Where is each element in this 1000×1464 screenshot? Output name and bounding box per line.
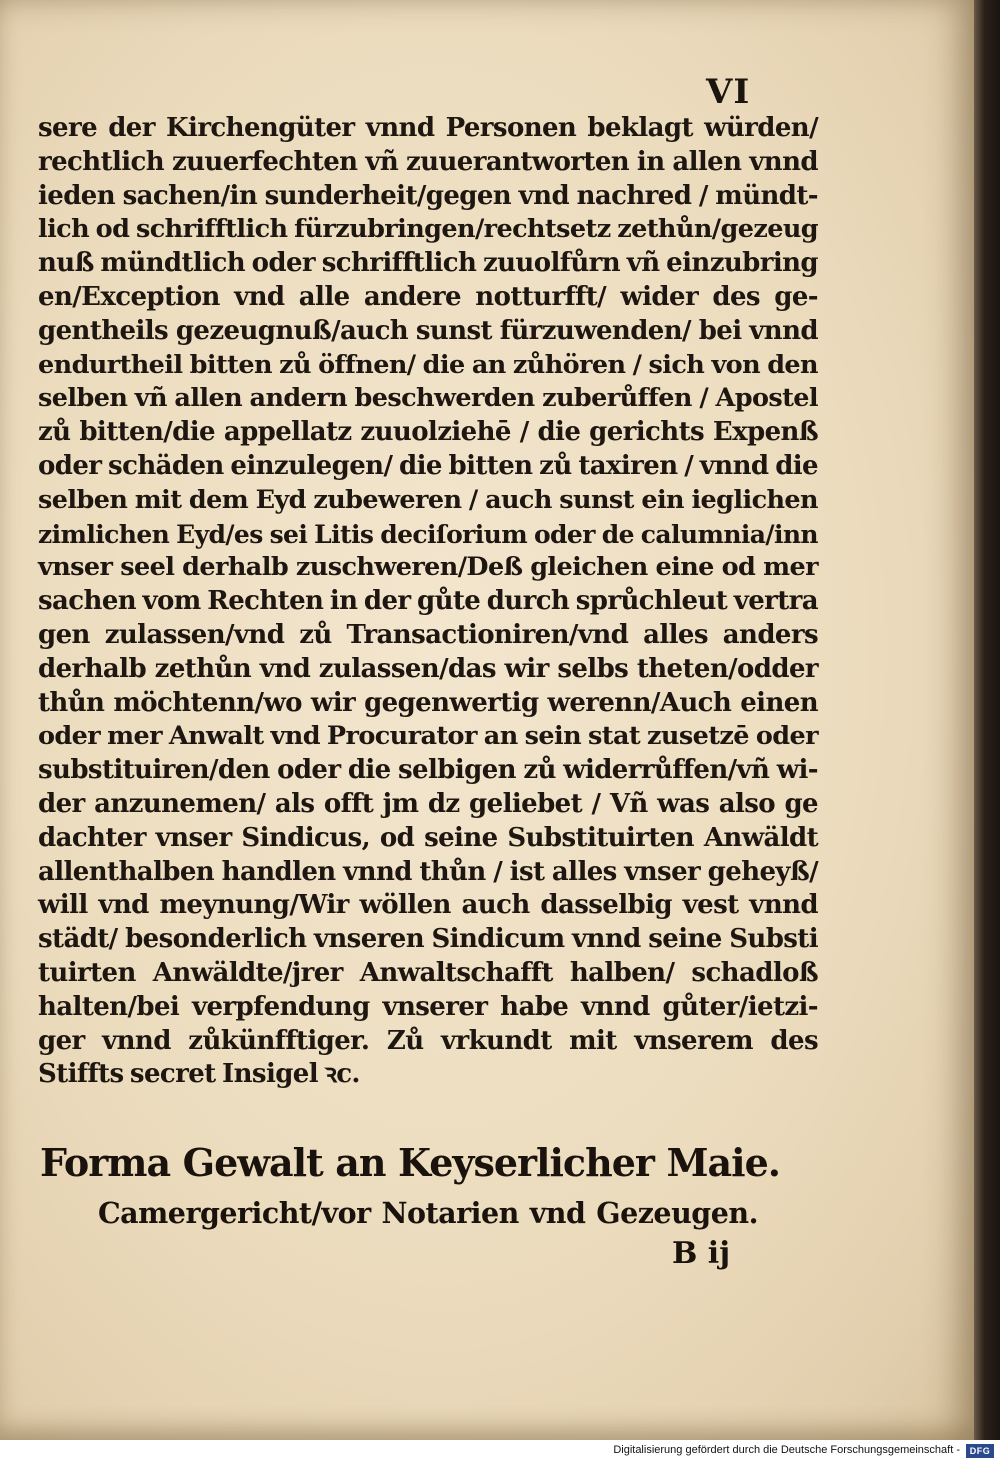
body-line: zů bitten/die appellatz zuuolziehē / die gerichts Expenß <box>38 417 818 448</box>
body-line: ger vnnd zůkünfftiger. Zů vrkundt mit vnserem des <box>38 1025 818 1056</box>
footer-credit: Digitalisierung gefördert durch die Deutsche Forschungsgemeinschaft - <box>613 1444 960 1456</box>
body-line: sere der Kirchengüter vnnd Personen beklagt würden/ <box>38 113 818 143</box>
body-line: endurtheil bitten zů öffnen/ die an zůhören / sich von den <box>38 349 818 380</box>
body-text <box>38 112 818 1092</box>
body-line: halten/bei verpfendung vnserer habe vnnd gůter/ietzi- <box>38 991 818 1022</box>
body-line: substituiren/den oder die selbigen zů widerrůffen/vñ wi- <box>38 755 818 786</box>
body-line: vnser seel derhalb zuschweren/Deß gleichen eine od mer <box>38 552 818 583</box>
section-subheading: Camergericht/vor Notarien vnd Gezeugen. <box>98 1196 758 1230</box>
body-line: zimlichen Eyd/es sei Litis deciſorium oder de calumnia/inn <box>38 519 818 549</box>
footer-bar <box>0 1440 1000 1464</box>
body-line: gen zulassen/vnd zů Transactioniren/vnd alles anders <box>38 619 818 650</box>
body-line: gentheils gezeugnuß/auch sunst fürzuwenden/ bei vnnd <box>38 315 818 346</box>
body-line: selben mit dem Eyd zubeweren / auch sunst ein ieglichen <box>38 484 818 515</box>
body-line: selben vñ allen andern beschwerden zuberůffen / Apostel <box>38 383 818 414</box>
body-line: rechtlich zuuerfechten vñ zuuerantworten in allen vnnd <box>38 146 818 177</box>
body-line: derhalb zethůn vnd zulassen/das wir selbs theten/odder <box>38 653 818 684</box>
section-heading: Forma Gewalt an Keyserlicher Maie. <box>40 1140 780 1185</box>
signature-mark: B ij <box>672 1236 731 1271</box>
body-line: dachter vnser Sindicus, od seine Substituirten Anwäldt <box>38 822 818 853</box>
body-line: en/Exception vnd alle andere notturfft/ wider des ge- <box>38 281 818 312</box>
body-line: lich od schrifftlich fürzubringen/rechtsetz zethůn/gezeug <box>38 214 818 245</box>
page-number: VI <box>706 72 751 112</box>
body-line: will vnd meynung/Wir wöllen auch dasselbig vest vnnd <box>38 890 818 921</box>
body-line: nuß mündtlich oder schrifftlich zuuolfůrn vñ einzubring <box>38 248 818 279</box>
body-line: sachen vom Rechten in der gůte durch sprůchleut vertra <box>38 586 818 617</box>
dfg-logo-icon: DFG <box>966 1444 994 1458</box>
body-line: oder mer Anwalt vnd Procurator an sein stat zusetzē oder <box>38 721 818 752</box>
body-line: allenthalben handlen vnnd thůn / ist alles vnser geheyß/ <box>38 856 818 887</box>
body-line: Stiffts secret Insigel ꝛc. <box>38 1059 360 1090</box>
body-line: thůn möchtenn/wo wir gegenwertig werenn/Auch einen <box>38 687 818 718</box>
book-binding <box>974 0 1000 1440</box>
body-line: städt/ besonderlich vnseren Sindicum vnnd seine Substi <box>38 924 818 955</box>
body-line: oder schäden einzulegen/ die bitten zů taxiren / vnnd die <box>38 450 818 481</box>
body-line: ieden sachen/in sunderheit/gegen vnd nachred / mündt- <box>38 180 818 211</box>
body-line: tuirten Anwäldte/jrer Anwaltschafft halben/ schadloß <box>38 957 818 988</box>
body-line: der anzunemen/ als offt jm dz geliebet / Vñ was also ge <box>38 788 818 819</box>
